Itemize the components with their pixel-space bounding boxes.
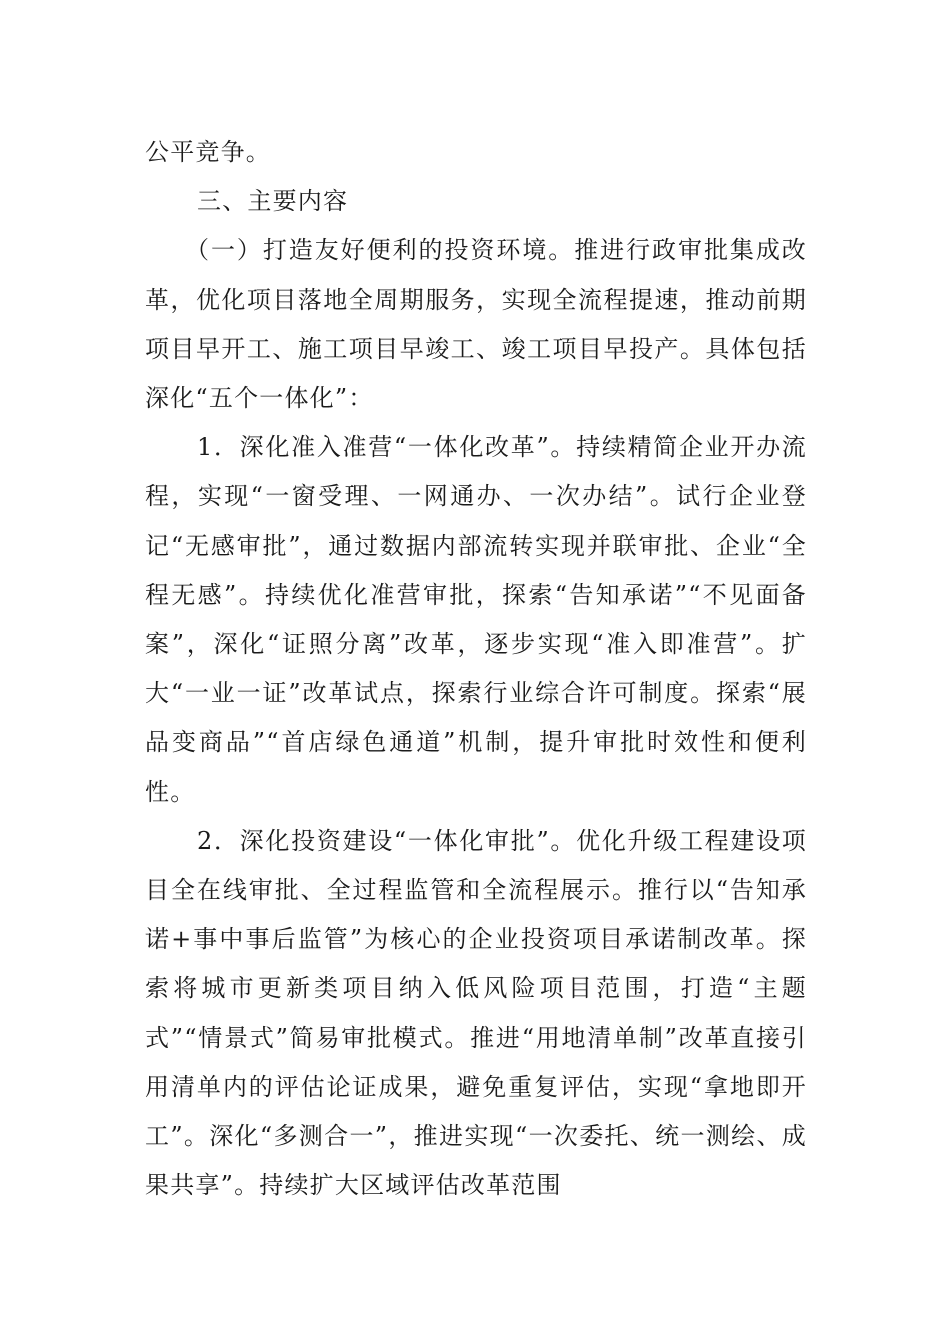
paragraph-item-2: 2．深化投资建设“一体化审批”。优化升级工程建设项目全在线审批、全过程监管和全流程展示。推行以“告知承诺+事中事后监管”为核心的企业投资项目承诺制改革。探索将城市更新类项目纳入低风险项目范围，打造“主题式”“情景式”简易审批模式。推进“用地清单制”改革直接引用清单内的评估论证成果，避免重复评估，实现“拿地即开工”。深化“多测合一”，推进实现“一次委托、统一测绘、成果共享”。持续扩大区域评估改革范围 [145,826,807,1200]
paragraph-subsection-1: （一）打造友好便利的投资环境。推进行政审批集成改革，优化项目落地全周期服务，实现全流程提速，推动前期项目早开工、施工项目早竣工、竣工项目早投产。具体包括深化“五个一体化”： [145,236,807,413]
paragraph-continuation: 公平竞争。 [145,138,271,166]
document-body [145,128,807,1210]
paragraph-item-1: 1．深化准入准营“一体化改革”。持续精简企业开办流程，实现“一窗受理、一网通办、一次办结”。试行企业登记“无感审批”，通过数据内部流转实现并联审批、企业“全程无感”。持续优化准营审批，探索“告知承诺”“不见面备案”，深化“证照分离”改革，逐步实现“准入即准营”。扩大“一业一证”改革试点，探索行业综合许可制度。探索“展品变商品”“首店绿色通道”机制，提升审批时效性和便利性。 [145,433,807,806]
section-heading: 三、主要内容 [197,187,349,216]
